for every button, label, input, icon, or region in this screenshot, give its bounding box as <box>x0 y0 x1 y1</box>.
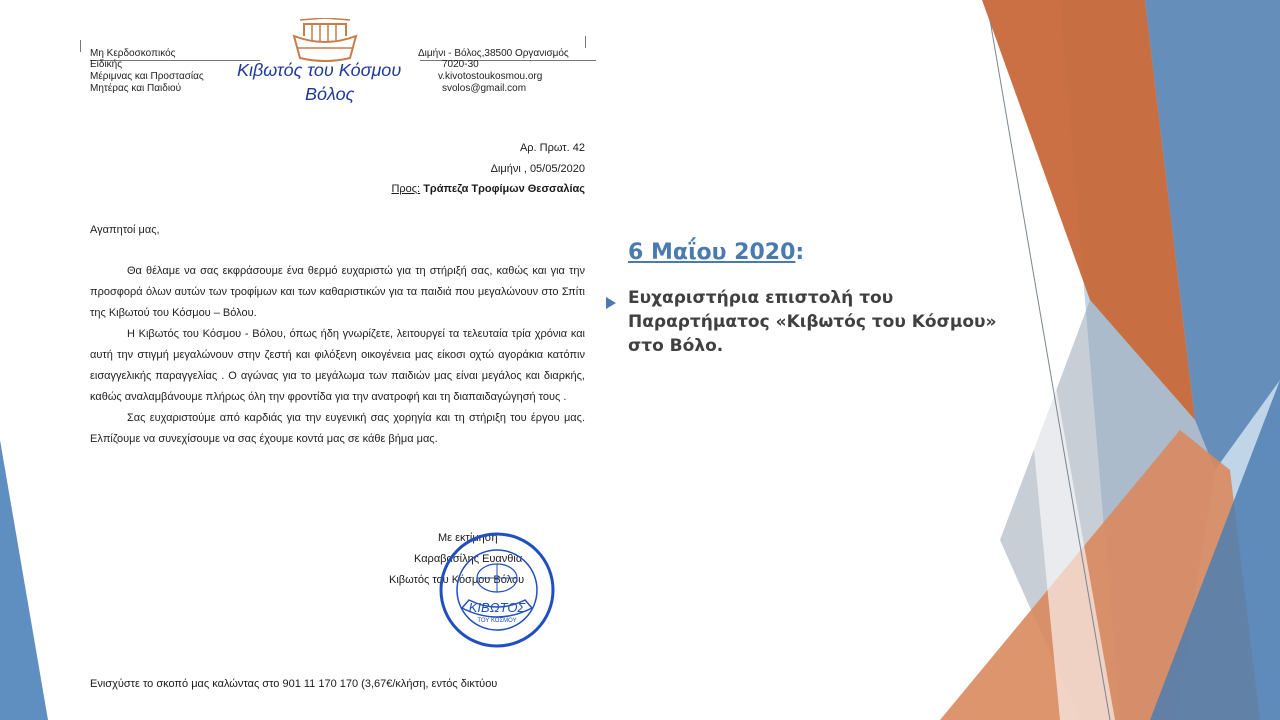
recipient-name: Τράπεζα Τροφίμων Θεσσαλίας <box>423 183 585 195</box>
letterhead-left-line: Ειδικής <box>90 59 123 70</box>
letterhead-left-line: Μη Κερδοσκοπικός <box>90 48 176 59</box>
letter-body <box>90 261 585 450</box>
signature-closing: Με εκτίμηση <box>438 532 498 544</box>
slide-date-colon: : <box>795 240 805 265</box>
slide-body-text: Ευχαριστήρια επιστολή του Παραρτήματος «Κιβωτός του Κόσμου» στο Βόλο. <box>628 288 997 356</box>
footer-donation-text: Ενισχύστε το σκοπό μας καλώντας στο 901 11 170 170 (3,67€/κλήση, εντός δικτύου <box>90 678 498 690</box>
letter-document <box>0 0 610 720</box>
paragraph-2: Η Κιβωτός του Κόσμου - Βόλου, όπως ήδη γνωρίζετε, λειτουργεί τα τελευταία τρία χρόνια και αυτή την στιγμή μεγαλώνουν στην ζεστή και φιλόξενη οικογένεια μας είκοσι οχτώ αγοράκια κατόπιν εισαγγελικής παραγγελίας . Ο αγώνας για το μεγάλωμα των παιδιών μας είναι μεγάλος και διαρκής, καθώς αναλαμβάνουμε πλήρως όλη την φροντίδα για την ανατροφή και τη διαπαιδαγώγησή τους . <box>90 328 585 403</box>
letterhead-left-line: Μητέρας και Παιδιού <box>90 83 182 94</box>
stamp-text-sub: ΤΟΥ ΚΟΣΜΟΥ <box>477 618 517 624</box>
letterhead-left-line: Μέριμνας και Προστασίας <box>90 71 204 82</box>
date-line: Διμήνι , 05/05/2020 <box>490 163 585 175</box>
slide-date-link[interactable]: 6 Μαΐου 2020 <box>628 240 796 265</box>
organization-stamp <box>437 530 557 650</box>
logo-title: Κιβωτός του Κόσμου <box>237 60 402 80</box>
recipient-label: Προς: <box>391 183 421 195</box>
signature-name: Καραβασίλης Ευανθία <box>414 553 523 565</box>
slide-date-title <box>628 240 804 265</box>
crop-mark <box>80 40 81 52</box>
recipient-line <box>391 183 585 195</box>
signature-organization: Κιβωτός του Κόσμου Βόλου <box>389 574 525 586</box>
letterhead-right-line: v.kivotostoukosmou.org <box>438 71 543 82</box>
paragraph-3: Σας ευχαριστούμε από καρδιάς για την ευγενική σας χορηγία και τη στήριξη του έργου μας. Ελπίζουμε να συνεχίσουμε να σας έχουμε κοντά μας σε κάθε βήμα μας. <box>90 412 585 445</box>
crop-mark <box>585 36 586 48</box>
stamp-text-main: ΚΙΒΩΤΟΣ <box>468 600 526 615</box>
paragraph-1: Θα θέλαμε να σας εκφράσουμε ένα θερμό ευχαριστώ για τη στήριξή σας, καθώς και για την προσφορά όλων αυτών των τροφίμων και των καθαριστικών για τα παιδιά που μεγαλώνουν στο Σπίτι της Κιβωτού του Κόσμου – Βόλου. <box>90 265 585 319</box>
protocol-number: Αρ. Πρωτ. 42 <box>519 142 585 154</box>
ark-logo-icon <box>290 18 360 64</box>
letterhead-right-line: Διμήνι - Βόλος,38500 Οργανισμός <box>418 48 569 59</box>
letterhead-right-line: 7020-30 <box>442 59 479 70</box>
logo-subtitle: Βόλος <box>305 84 355 104</box>
letterhead-right-line: svolos@gmail.com <box>442 83 527 94</box>
greeting: Αγαπητοί μας, <box>90 224 160 236</box>
